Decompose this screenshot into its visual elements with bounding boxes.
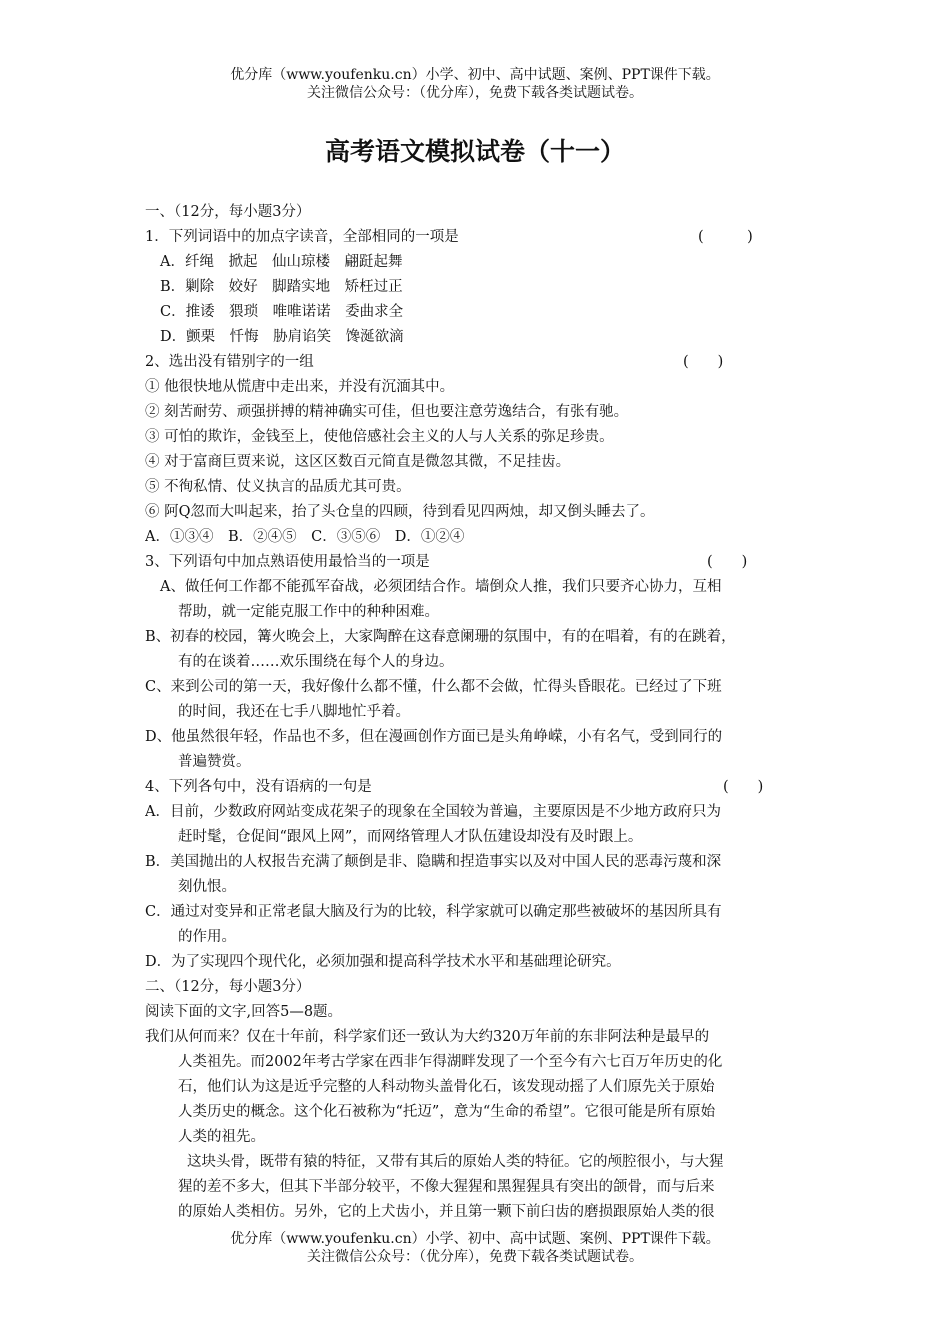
- q1-option-c: C．推诿 猥琐 唯唯诺诺 委曲求全: [160, 304, 404, 320]
- question-3: [145, 550, 825, 575]
- reading-intro: 阅读下面的文字,回答5—8题。: [145, 1004, 343, 1020]
- page-footer: [0, 1230, 950, 1266]
- q4-option-b-cont: 刻仇恨。: [178, 879, 236, 895]
- q4-option-c-cont: 的作用。: [178, 929, 236, 945]
- answer-blank: ( ): [683, 354, 724, 370]
- paragraph-line: 人类祖先。而2002年考古学家在西非乍得湖畔发现了一个至今有六七百万年历史的化: [178, 1054, 723, 1070]
- question-2: [145, 350, 825, 375]
- q4-option-b: B．美国抛出的人权报告充满了颠倒是非、隐瞒和捏造事实以及对中国人民的恶毒污蔑和深: [145, 854, 722, 870]
- page-header: [0, 66, 950, 102]
- q3-option-a-cont: 帮助，就一定能克服工作中的种种困难。: [178, 604, 439, 620]
- paragraph-line: 人类的祖先。: [178, 1129, 265, 1145]
- q1-option-d: D．颤栗 忏悔 胁肩谄笑 馋涎欲滴: [160, 329, 404, 345]
- question-1-stem: 1．下列词语中的加点字读音，全部相同的一项是: [145, 229, 459, 245]
- header-line-2: 关注微信公众号：（优分库），免费下载各类试题试卷。: [307, 85, 643, 101]
- reading-paragraph-1: [145, 1025, 825, 1150]
- q3-option-c: C、来到公司的第一天，我好像什么都不懂，什么都不会做，忙得头昏眼花。已经过了下班: [145, 679, 722, 695]
- q3-option-b-cont: 有的在谈着……欢乐围绕在每个人的身边。: [178, 654, 454, 670]
- q4-option-c: C．通过对变异和正常老鼠大脑及行为的比较，科学家就可以确定那些被破坏的基因所具有: [145, 904, 722, 920]
- answer-blank: ( ): [707, 554, 748, 570]
- page-title: 高考语文模拟试卷（十一）: [324, 137, 625, 166]
- header-line-1: 优分库（www.youfenku.cn）小学、初中、高中试题、案例、PPT课件下载。: [230, 67, 720, 83]
- answer-blank: ( ): [698, 229, 753, 245]
- question-4: [145, 775, 825, 800]
- footer-line-2: 关注微信公众号：（优分库），免费下载各类试题试卷。: [307, 1249, 643, 1265]
- q3-option-c-cont: 的时间，我还在七手八脚地忙乎着。: [178, 704, 410, 720]
- paragraph-line: 我们从何而来？仅在十年前，科学家们还一致认为大约320万年前的东非阿法种是最早的: [145, 1029, 710, 1045]
- q3-option-b: B、初春的校园，篝火晚会上，大家陶醉在这春意阑珊的氛围中，有的在唱着，有的在跳着，: [145, 629, 736, 645]
- q2-item-1: ① 他很快地从慌唐中走出来，并没有沉湎其中。: [145, 379, 455, 395]
- footer-line-1: 优分库（www.youfenku.cn）小学、初中、高中试题、案例、PPT课件下载。: [230, 1231, 720, 1247]
- answer-blank: ( ): [723, 779, 764, 795]
- q4-option-a: A．目前，少数政府网站变成花架子的现象在全国较为普遍，主要原因是不少地方政府只为: [145, 804, 721, 820]
- paragraph-line: 这块头骨，既带有猿的特征，又带有其后的原始人类的特征。它的颅腔很小，与大猩: [187, 1154, 724, 1170]
- q4-option-d: D．为了实现四个现代化，必须加强和提高科学技术水平和基础理论研究。: [145, 954, 621, 970]
- section-1-heading: 一、（12分，每小题3分）: [145, 204, 311, 220]
- q2-item-2: ② 刻苦耐劳、顽强拼搏的精神确实可佳，但也要注意劳逸结合，有张有驰。: [145, 404, 629, 420]
- q2-item-3: ③ 可怕的欺诈，金钱至上，使他倍感社会主义的人与人关系的弥足珍贵。: [145, 429, 614, 445]
- q2-item-5: ⑤ 不徇私情、仗义执言的品质尤其可贵。: [145, 479, 411, 495]
- paragraph-line: 猩的差不多大，但其下半部分较平，不像大猩猩和黑猩猩具有突出的颌骨，而与后来: [178, 1179, 715, 1195]
- section-2-heading: 二、（12分，每小题3分）: [145, 979, 311, 995]
- q3-option-d-cont: 普遍赞赏。: [178, 754, 251, 770]
- q2-item-4: ④ 对于富商巨贾来说，这区区数百元简直是微忽其微，不足挂齿。: [145, 454, 571, 470]
- question-2-stem: 2、选出没有错别字的一组: [145, 354, 314, 370]
- question-3-stem: 3、下列语句中加点熟语使用最恰当的一项是: [145, 554, 430, 570]
- q2-answer-options: A．①③④ B．②④⑤ C．③⑤⑥ D．①②④: [145, 529, 465, 545]
- paragraph-line: 人类历史的概念。这个化石被称为“托迈”，意为“生命的希望”。它很可能是所有原始: [178, 1104, 716, 1120]
- paragraph-line: 石，他们认为这是近乎完整的人科动物头盖骨化石，该发现动摇了人们原先关于原始: [178, 1079, 715, 1095]
- q1-option-b: B．剿除 姣好 脚踏实地 矫枉过正: [160, 279, 403, 295]
- exam-content: [145, 200, 825, 1225]
- q3-option-a: A、做任何工作都不能孤军奋战，必须团结合作。墙倒众人推，我们只要齐心协力，互相: [160, 579, 722, 595]
- q2-item-6: ⑥ 阿Q忽而大叫起来，抬了头仓皇的四顾，待到看见四两烛，却又倒头睡去了。: [145, 504, 655, 520]
- question-4-stem: 4、下列各句中，没有语病的一句是: [145, 779, 372, 795]
- q4-option-a-cont: 赶时髦，仓促间“跟风上网”，而网络管理人才队伍建设却没有及时跟上。: [178, 829, 643, 845]
- paragraph-line: 的原始人类相仿。另外，它的上犬齿小，并且第一颗下前臼齿的磨损跟原始人类的很: [178, 1204, 715, 1220]
- reading-paragraph-2: [145, 1150, 825, 1225]
- q1-option-a: A．纤绳 掀起 仙山琼楼 翩跹起舞: [160, 254, 403, 270]
- q3-option-d: D、他虽然很年轻，作品也不多，但在漫画创作方面已是头角峥嵘，小有名气，受到同行的: [145, 729, 723, 745]
- question-1: [145, 225, 825, 250]
